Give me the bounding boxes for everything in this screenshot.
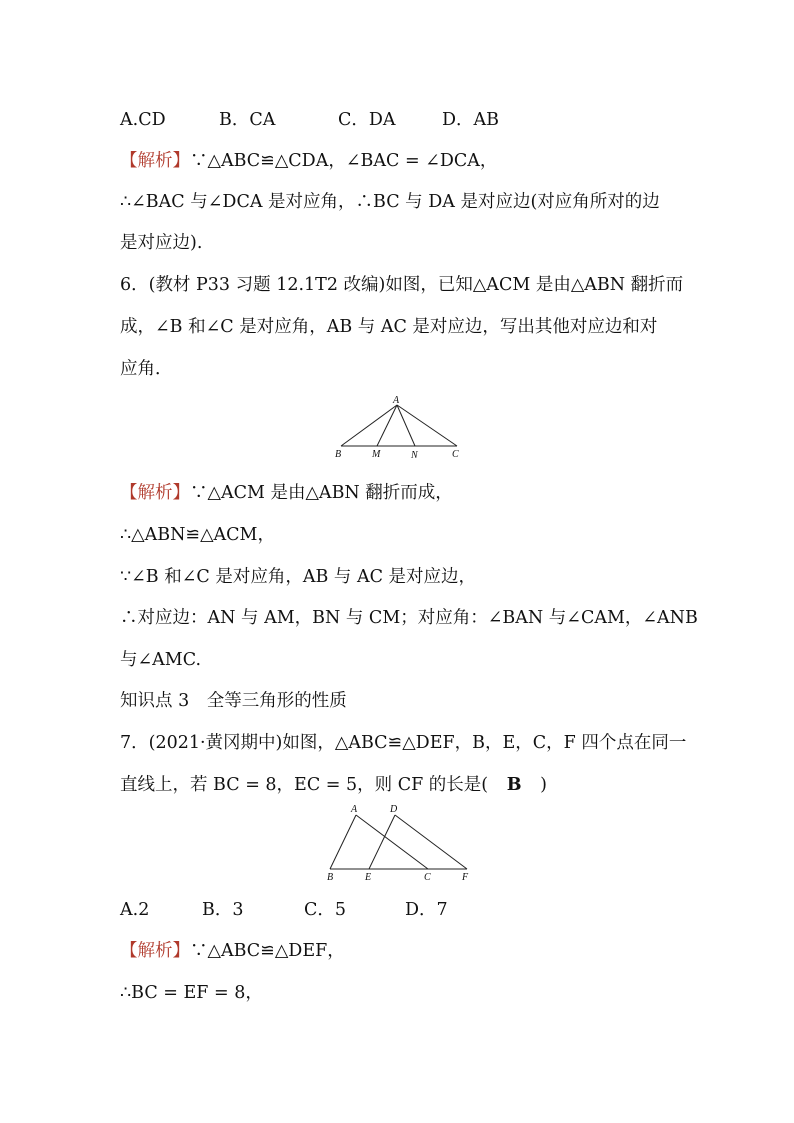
label-c: C: [452, 449, 459, 460]
q5-solution-line1: [120, 149, 497, 173]
q5-solution-text1: ∵△ABC≌△CDA，∠BAC = ∠DCA，: [190, 151, 498, 171]
edge-df: [395, 815, 467, 869]
label-b: B: [327, 872, 334, 883]
section-heading: 知识点 3 全等三角形的性质: [120, 691, 347, 711]
q7-stem-line1: 7．(2021·黄冈期中)如图，△ABC≌△DEF，B，E，C，F 四个点在同一: [120, 733, 687, 753]
label-m: M: [372, 449, 381, 460]
q5-solution-line2: ∴∠BAC 与∠DCA 是对应角，∴BC 与 DA 是对应边(对应角所对的边: [120, 192, 660, 212]
q6-solution-line2: ∴△ABN≌△ACM，: [120, 525, 275, 545]
q7-option-c: C．5: [304, 900, 347, 920]
q6-solution-line5: 与∠AMC.: [120, 650, 202, 670]
q7-solution-line1: [120, 939, 345, 963]
solution-tag: 【解析】: [120, 483, 190, 503]
label-b: B: [335, 449, 342, 460]
q7-figure: [322, 800, 478, 886]
edge-ac: [356, 815, 428, 869]
edge-ab: [341, 405, 397, 446]
q5-option-b: B．CA: [219, 110, 276, 130]
q7-option-d: D．7: [405, 900, 448, 920]
q6-solution-line4: ∴对应边：AN 与 AM，BN 与 CM；对应角：∠BAN 与∠CAM，∠ANB: [120, 608, 698, 628]
q5-option-d: D．AB: [442, 110, 500, 130]
q6-stem-line1: 6．(教材 P33 习题 12.1T2 改编)如图，已知△ACM 是由△ABN 翻折而: [120, 275, 684, 295]
q5-solution-line3: 是对应边).: [120, 233, 203, 253]
solution-tag: 【解析】: [120, 151, 190, 171]
edge-ab: [330, 815, 356, 869]
q7-option-a: A.2: [120, 900, 150, 920]
q7-answer: B: [506, 775, 522, 795]
label-e: E: [365, 872, 372, 883]
q6-stem-line2: 成，∠B 和∠C 是对应角，AB 与 AC 是对应边，写出其他对应边和对: [120, 317, 658, 337]
q6-stem-line3: 应角．: [120, 359, 173, 379]
q7-stem-text: 直线上，若 BC = 8，EC = 5，则 CF 的长是(: [120, 775, 489, 795]
label-a: A: [393, 395, 400, 406]
label-d: D: [390, 804, 398, 815]
q5-option-c: C．DA: [338, 110, 396, 130]
q7-stem-line2: [120, 773, 547, 797]
q6-solution-text1: ∵△ACM 是由△ABN 翻折而成，: [190, 483, 453, 503]
q6-solution-line1: [120, 481, 453, 505]
edge-am: [377, 405, 397, 446]
label-a: A: [351, 804, 358, 815]
q7-stem-close: ): [540, 775, 547, 795]
label-f: F: [462, 872, 469, 883]
solution-tag: 【解析】: [120, 941, 190, 961]
q5-option-a: A.CD: [120, 110, 166, 130]
q6-figure: [330, 392, 470, 464]
q6-solution-line3: ∵∠B 和∠C 是对应角，AB 与 AC 是对应边，: [120, 567, 477, 587]
q7-solution-text1: ∵△ABC≌△DEF，: [190, 941, 345, 961]
label-n: N: [411, 450, 418, 461]
q7-solution-line2: ∴BC = EF = 8，: [120, 983, 263, 1003]
q7-option-b: B．3: [202, 900, 244, 920]
label-c: C: [424, 872, 431, 883]
edge-de: [369, 815, 395, 869]
